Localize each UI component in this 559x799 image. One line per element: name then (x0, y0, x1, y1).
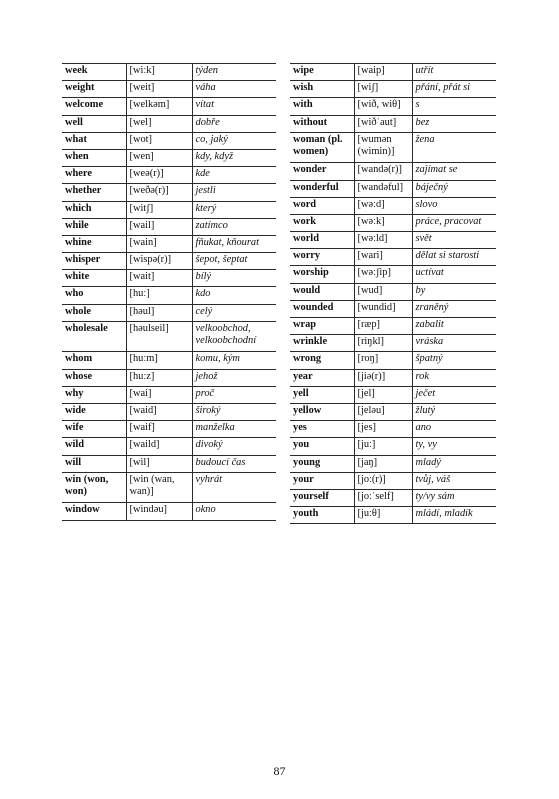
vocab-pronunciation: [jaŋ] (354, 455, 412, 472)
vocab-pronunciation: [wel] (126, 115, 192, 132)
vocab-word: woman (pl. women) (290, 132, 354, 163)
vocab-row (290, 318, 496, 335)
vocab-translation: práce, pracovat (412, 214, 496, 231)
vocab-translation: žena (412, 132, 496, 163)
vocab-pronunciation: [joːˈself] (354, 489, 412, 506)
vocab-pronunciation: [jes] (354, 421, 412, 438)
vocab-word: wild (62, 438, 126, 455)
vocab-word: wrong (290, 352, 354, 369)
vocab-word: window (62, 503, 126, 520)
vocab-row (290, 132, 496, 163)
vocab-word: wrap (290, 318, 354, 335)
vocab-translation: vítat (192, 98, 276, 115)
vocab-translation: utřít (412, 64, 496, 81)
vocab-word: without (290, 115, 354, 132)
vocab-row (290, 180, 496, 197)
vocab-row (290, 438, 496, 455)
vocab-row (62, 503, 276, 520)
vocab-pronunciation: [huː] (126, 287, 192, 304)
vocab-row (62, 287, 276, 304)
vocab-translation: uctívat (412, 266, 496, 283)
vocab-pronunciation: [win (wan, wan)] (126, 472, 192, 503)
vocab-row (62, 455, 276, 472)
vocab-pronunciation: [waip] (354, 64, 412, 81)
vocab-translation: ty, vy (412, 438, 496, 455)
vocab-row (290, 455, 496, 472)
vocab-word: worry (290, 249, 354, 266)
vocab-word: whose (62, 369, 126, 386)
vocab-translation: široký (192, 403, 276, 420)
vocab-word: wide (62, 403, 126, 420)
vocab-word: wounded (290, 300, 354, 317)
vocab-pronunciation: [wot] (126, 132, 192, 149)
vocab-pronunciation: [wəːd] (354, 197, 412, 214)
vocab-pronunciation: [weə(r)] (126, 167, 192, 184)
vocab-row (290, 197, 496, 214)
vocab-pronunciation: [riŋkl] (354, 335, 412, 352)
vocab-word: win (won, won) (62, 472, 126, 503)
vocab-pronunciation: [wandə(r)] (354, 163, 412, 180)
vocab-translation: špatný (412, 352, 496, 369)
vocab-row (62, 218, 276, 235)
vocab-row (62, 132, 276, 149)
vocab-word: week (62, 64, 126, 81)
vocab-translation: rok (412, 369, 496, 386)
vocab-translation: zatímco (192, 218, 276, 235)
vocab-row (290, 335, 496, 352)
vocab-pronunciation: [welkəm] (126, 98, 192, 115)
vocab-pronunciation: [juː] (354, 438, 412, 455)
vocab-pronunciation: [waif] (126, 421, 192, 438)
vocab-word: when (62, 149, 126, 166)
vocab-row (62, 472, 276, 503)
vocab-word: with (290, 98, 354, 115)
vocab-pronunciation: [wumən (wimin)] (354, 132, 412, 163)
vocab-translation: vráska (412, 335, 496, 352)
vocab-translation: s (412, 98, 496, 115)
vocab-row (290, 98, 496, 115)
vocabulary-table-left (62, 63, 276, 521)
vocab-translation: přání, přát si (412, 81, 496, 98)
vocab-word: weight (62, 81, 126, 98)
vocab-translation: co, jaký (192, 132, 276, 149)
vocab-word: worship (290, 266, 354, 283)
vocab-word: white (62, 270, 126, 287)
vocab-word: word (290, 197, 354, 214)
vocab-word: world (290, 232, 354, 249)
vocab-translation: bez (412, 115, 496, 132)
vocab-translation: váha (192, 81, 276, 98)
vocab-word: your (290, 472, 354, 489)
vocab-word: year (290, 369, 354, 386)
vocab-word: whisper (62, 253, 126, 270)
vocab-pronunciation: [wen] (126, 149, 192, 166)
vocab-row (290, 369, 496, 386)
vocab-translation: manželka (192, 421, 276, 438)
vocab-translation: okno (192, 503, 276, 520)
vocab-translation: ano (412, 421, 496, 438)
vocab-row (290, 352, 496, 369)
vocab-word: youth (290, 507, 354, 524)
vocab-row (290, 300, 496, 317)
vocab-row (290, 386, 496, 403)
vocab-word: wonder (290, 163, 354, 180)
vocab-translation: velkoobchod, velkoobchodní (192, 321, 276, 352)
vocab-row (62, 184, 276, 201)
vocab-pronunciation: [ræp] (354, 318, 412, 335)
vocab-translation: vyhrát (192, 472, 276, 503)
vocab-translation: ječet (412, 386, 496, 403)
vocab-translation: kdy, když (192, 149, 276, 166)
vocab-row (290, 232, 496, 249)
vocab-row (62, 438, 276, 455)
vocab-word: while (62, 218, 126, 235)
vocab-word: would (290, 283, 354, 300)
vocab-pronunciation: [juːθ] (354, 507, 412, 524)
vocab-word: well (62, 115, 126, 132)
vocab-row (62, 352, 276, 369)
vocab-pronunciation: [jel] (354, 386, 412, 403)
vocab-word: you (290, 438, 354, 455)
vocab-row (290, 507, 496, 524)
vocab-word: whole (62, 304, 126, 321)
vocab-pronunciation: [wiʃ] (354, 81, 412, 98)
vocab-translation: svět (412, 232, 496, 249)
vocab-translation: mladý (412, 455, 496, 472)
vocab-word: whine (62, 235, 126, 252)
vocab-pronunciation: [joː(r)] (354, 472, 412, 489)
vocab-pronunciation: [weðə(r)] (126, 184, 192, 201)
vocab-translation: bílý (192, 270, 276, 287)
vocab-pronunciation: [wəːld] (354, 232, 412, 249)
vocab-translation: jehož (192, 369, 276, 386)
vocab-row (290, 489, 496, 506)
vocab-word: wish (290, 81, 354, 98)
vocab-pronunciation: [witʃ] (126, 201, 192, 218)
vocab-pronunciation: [həulseil] (126, 321, 192, 352)
vocabulary-rows-right (290, 64, 496, 524)
vocab-word: yellow (290, 403, 354, 420)
vocabulary-rows-left (62, 64, 276, 521)
vocab-row (62, 149, 276, 166)
vocab-pronunciation: [waild] (126, 438, 192, 455)
vocab-word: where (62, 167, 126, 184)
vocab-pronunciation: [jiə(r)] (354, 369, 412, 386)
vocab-translation: jestli (192, 184, 276, 201)
vocab-translation: báječný (412, 180, 496, 197)
vocab-pronunciation: [wil] (126, 455, 192, 472)
vocab-row (290, 472, 496, 489)
vocab-row (62, 81, 276, 98)
vocab-row (62, 386, 276, 403)
vocab-translation: by (412, 283, 496, 300)
vocab-pronunciation: [windəu] (126, 503, 192, 520)
vocab-translation: zabalit (412, 318, 496, 335)
vocab-translation: mládí, mladík (412, 507, 496, 524)
vocab-row (290, 421, 496, 438)
vocab-translation: fňukat, kňourat (192, 235, 276, 252)
vocab-row (62, 235, 276, 252)
vocab-pronunciation: [jeləu] (354, 403, 412, 420)
vocab-pronunciation: [həul] (126, 304, 192, 321)
vocab-translation: celý (192, 304, 276, 321)
vocab-pronunciation: [wispə(r)] (126, 253, 192, 270)
vocab-row (290, 115, 496, 132)
vocab-word: wonderful (290, 180, 354, 197)
vocab-pronunciation: [wai] (126, 386, 192, 403)
vocab-row (62, 167, 276, 184)
vocab-translation: který (192, 201, 276, 218)
vocab-pronunciation: [wiːk] (126, 64, 192, 81)
vocab-translation: proč (192, 386, 276, 403)
vocab-pronunciation: [wiðˈaut] (354, 115, 412, 132)
vocab-pronunciation: [wundid] (354, 300, 412, 317)
vocab-row (62, 403, 276, 420)
vocab-row (62, 270, 276, 287)
vocab-pronunciation: [roŋ] (354, 352, 412, 369)
vocab-translation: divoký (192, 438, 276, 455)
vocab-pronunciation: [huːz] (126, 369, 192, 386)
vocab-word: yell (290, 386, 354, 403)
vocab-translation: ty/vy sám (412, 489, 496, 506)
vocab-pronunciation: [wain] (126, 235, 192, 252)
vocab-translation: šepot, šeptat (192, 253, 276, 270)
vocab-pronunciation: [waid] (126, 403, 192, 420)
vocab-row (62, 304, 276, 321)
vocab-row (62, 64, 276, 81)
vocab-pronunciation: [huːm] (126, 352, 192, 369)
vocab-pronunciation: [wail] (126, 218, 192, 235)
vocab-word: yes (290, 421, 354, 438)
vocab-pronunciation: [weit] (126, 81, 192, 98)
vocab-row (62, 201, 276, 218)
vocab-translation: žlutý (412, 403, 496, 420)
vocab-word: will (62, 455, 126, 472)
vocab-translation: zraněný (412, 300, 496, 317)
vocab-translation: budoucí čas (192, 455, 276, 472)
vocab-row (290, 266, 496, 283)
vocab-word: which (62, 201, 126, 218)
vocab-translation: dělat si starosti (412, 249, 496, 266)
vocab-row (62, 98, 276, 115)
vocab-word: wife (62, 421, 126, 438)
vocab-row (290, 81, 496, 98)
vocab-word: wholesale (62, 321, 126, 352)
vocab-translation: slovo (412, 197, 496, 214)
vocab-word: why (62, 386, 126, 403)
vocab-pronunciation: [wəːk] (354, 214, 412, 231)
vocab-word: welcome (62, 98, 126, 115)
vocab-translation: tvůj, váš (412, 472, 496, 489)
vocab-pronunciation: [wait] (126, 270, 192, 287)
vocab-row (290, 163, 496, 180)
vocab-pronunciation: [wið, wiθ] (354, 98, 412, 115)
vocab-pronunciation: [wandəful] (354, 180, 412, 197)
vocab-translation: týden (192, 64, 276, 81)
vocab-word: who (62, 287, 126, 304)
page-number: 87 (273, 764, 286, 778)
vocab-word: wrinkle (290, 335, 354, 352)
vocab-word: whether (62, 184, 126, 201)
vocab-translation: dobře (192, 115, 276, 132)
vocab-translation: komu, kým (192, 352, 276, 369)
vocab-row (290, 283, 496, 300)
vocab-word: whom (62, 352, 126, 369)
vocab-translation: kde (192, 167, 276, 184)
vocab-row (290, 214, 496, 231)
vocab-row (62, 253, 276, 270)
vocab-row (290, 249, 496, 266)
vocab-pronunciation: [wari] (354, 249, 412, 266)
vocab-word: wipe (290, 64, 354, 81)
vocab-word: what (62, 132, 126, 149)
vocab-word: young (290, 455, 354, 472)
vocab-pronunciation: [wud] (354, 283, 412, 300)
vocabulary-table-right (290, 63, 496, 524)
vocab-row (62, 321, 276, 352)
vocab-translation: kdo (192, 287, 276, 304)
vocab-row (62, 115, 276, 132)
vocab-pronunciation: [wəːʃip] (354, 266, 412, 283)
vocab-row (62, 421, 276, 438)
vocab-translation: zajímat se (412, 163, 496, 180)
vocab-row (290, 403, 496, 420)
vocab-row (62, 369, 276, 386)
vocab-word: work (290, 214, 354, 231)
vocab-row (290, 64, 496, 81)
vocab-word: yourself (290, 489, 354, 506)
